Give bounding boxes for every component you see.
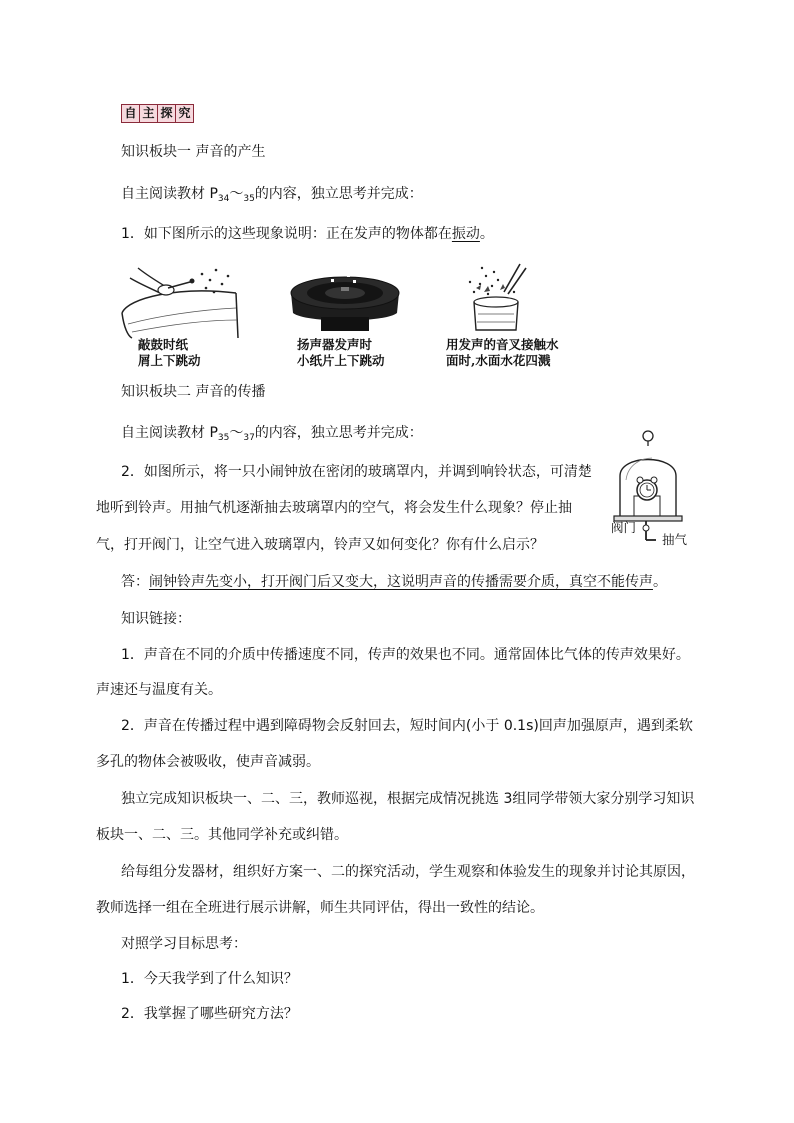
section2-reading-instruction: 自主阅读教材 $P_{35}\sim_{37}$的内容，独立思考并完成： [121,425,423,443]
badge-char: 探 [158,105,176,122]
question-2-answer: 答：闹钟铃声先变小，打开阀门后又变大，这说明声音的传播需要介质，真空不能传声。 [121,574,667,590]
activity-paragraph: 独立完成知识板块一、二、三，教师巡视，根据完成情况挑选 3组同学带领大家分别学习知识 [121,791,695,807]
question-2-line: 2．如图所示，将一只小闹钟放在密闭的玻璃罩内，并调到响铃状态，可清楚 [121,464,592,480]
figure-caption: 用发声的音叉接触水 面时,水面水花四溅 [446,337,559,368]
knowledge-point-1: 1．声音在不同的介质中传播速度不同，传声的效果也不同。通常固体比气体的传声效果好。 [121,647,690,663]
self-study-badge [121,104,194,123]
section1-reading-instruction: 自主阅读教材 $P_{34}\sim_{35}$的内容，独立思考并完成： [121,186,423,204]
knowledge-point-2: 多孔的物体会被吸收，使声音减弱。 [96,754,320,770]
question-1-answer: 振动 [451,226,480,242]
valve-label: 阀门 [611,520,637,535]
badge-char: 自 [122,105,140,122]
activity-paragraph: 板块一、二、三。其他同学补充或纠错。 [96,827,348,843]
section2-title: 知识板块二 声音的传播 [121,384,266,400]
badge-char: 究 [178,106,191,120]
activity-paragraph: 教师选择一组在全班进行展示讲解，师生共同评估，得出一致性的结论。 [96,900,544,916]
activity-paragraph: 给每组分发器材，组织好方案一、二的探究活动，学生观察和体验发生的现象并讨论其原因， [121,864,695,880]
drum-icon [118,258,243,338]
figure-caption: 扬声器发声时 小纸片上下跳动 [297,337,385,368]
section1-title: 知识板块一 声音的产生 [121,144,266,160]
question-2-line: 气，打开阀门，让空气进入玻璃罩内，铃声又如何变化？你有什么启示？ [96,537,544,553]
reflection-question: 2．我掌握了哪些研究方法？ [121,1006,298,1022]
knowledge-point-2: 2．声音在传播过程中遇到障碍物会反射回去，短时间内(小于 0.1s)回声加强原声，遇到柔软 [121,718,693,734]
figure-caption: 敲鼓时纸 屑上下跳动 [138,337,201,368]
knowledge-point-1: 声速还与温度有关。 [96,682,222,698]
knowledge-link-title: 知识链接： [121,611,191,627]
question-2-line: 地听到铃声。用抽气机逐渐抽去玻璃罩内的空气，将会发生什么现象？停止抽 [96,500,572,516]
tuning-fork-icon [460,262,530,334]
reflection-title: 对照学习目标思考： [121,936,247,952]
question-1: 1．如下图所示的这些现象说明：正在发声的物体都在振动。 [121,226,494,242]
speaker-icon [285,265,405,335]
badge-char: 主 [140,105,158,122]
reflection-question: 1．今天我学到了什么知识？ [121,971,298,987]
pump-label: 抽气 [662,532,688,547]
